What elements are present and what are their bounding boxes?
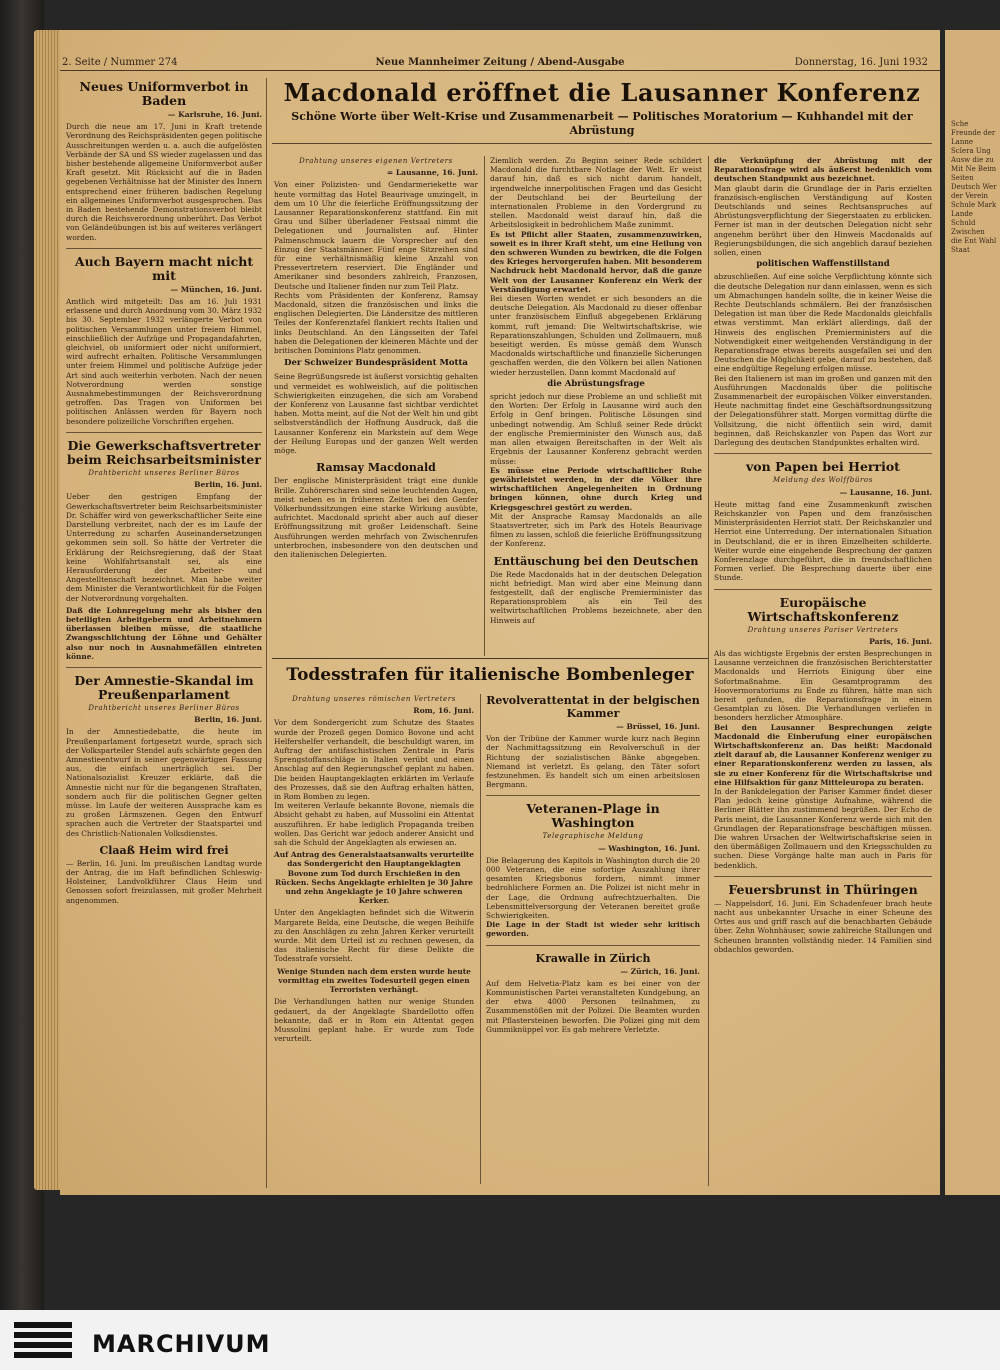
headline-uniformverbot: Neues Uniformverbot in Baden xyxy=(79,79,249,108)
divider xyxy=(486,795,700,796)
dateline: — Lausanne, 16. Juni. xyxy=(839,487,932,497)
divider xyxy=(486,945,700,946)
column-mid-1 xyxy=(274,694,474,1043)
column-right xyxy=(714,156,932,954)
dateline: Paris, 16. Juni. xyxy=(869,636,932,646)
newspaper-page xyxy=(60,30,940,1195)
headline-papen: von Papen bei Herriot xyxy=(746,459,900,475)
headline-todesstrafen: Todesstrafen für italienische Bombenleger xyxy=(286,665,694,685)
byline: Drahtung unseres eigenen Vertreters xyxy=(299,157,453,165)
column-rule xyxy=(480,694,481,1184)
article-text: Unter den Angeklagten befindet sich die Witwerin Margarete Belda, eine Deutsche, die wegen Beihilfe zu den Anschlägen zu zehn Jahren Kerker verurteilt wurde. Mit dem Urteil ist zu rechnen gewesen, da das italienische Recht für diese Delikte die Todesstrafe vorsieht. xyxy=(274,908,474,964)
lead-subheadline: Schöne Worte über Welt-Krise und Zusammenarbeit — Politisches Moratorium — Kuhhandel mit der Abrüstung xyxy=(291,110,913,137)
article-text: Seine Begrüßungsrede ist äußerst vorsichtig gehalten und vermeidet es wohlweislich, auf die politischen Schwierigkeiten einzugehen, die sich am Vorabend der Konferenz von Lausanne fast sichtbar verdichtet haben. Motta meint, auf die Not der Welt hin und gibt selbstverständlich der Hoffnung Ausdruck, daß die Lausanner Konferenz ein Markstein auf dem Wege der Heilung Europas und der ganzen Welt werden möge. xyxy=(274,372,478,456)
dateline: Berlin, 16. Juni. xyxy=(194,480,262,490)
article-text: Im weiteren Verlaufe bekannte Bovone, niemals die Absicht gehabt zu haben, auf Mussolini ein Attentat auszuführen. Er habe lediglich Propaganda treiben wollen. Das Gericht war jedoch anderer Ansicht und sah die Schuld der Angeklagten als erwiesen an. xyxy=(274,801,474,848)
column-lead-2 xyxy=(490,156,702,625)
article-text: Die Belagerung des Kapitols in Washington durch die 20 000 Veteranen, die eine sofortige Auszahlung ihrer gesamten Kriegsbonus fordern, nimmt immer bedrohlichere Formen an. Die Polizei ist nicht mehr in der Lage, die Ordnung aufrechtzuerhalten. Die Lebensmittelversorgung der Veteranen bereitet große Schwierigkeiten. xyxy=(486,855,700,921)
article-text: Bei den Italienern ist man im großen und ganzen mit den Ausführungen Macdonalds über die politische Zusammenarbeit der europäischen Völker einverstanden. Heute nachmittag findet eine Geschäftsordnungssitzung der Delegationsführer statt. Morgen vormittag dürfte die Vollsitzung, die nicht öffentlich sein wird, damit beginnen, daß Reichskanzler von Papen das Wort zur Darlegung des deutschen Standpunktes erhalten wird. xyxy=(714,373,932,448)
article-text: Von der Tribüne der Kammer wurde kurz nach Beginn der Nachmittagssitzung ein Revolverschuß in der Richtung der sozialistischen Bänke abgegeben. Niemand ist verletzt. Es gelang, den Täter sofort festzunehmen. Es handelt sich um einen arbeitslosen Bergmann. xyxy=(486,734,700,790)
dateline: — Brüssel, 16. Juni. xyxy=(616,722,700,731)
article-text: Auf dem Helvetia-Platz kam es bei einer von der Kommunistischen Partei veranstalteten Kundgebung, an der etwa 4000 Personen teilnahmen, zu Zusammenstößen mit der Polizei. Die Beamten wurden mit Pflastersteinen beworfen. Die Polizei ging mit dem Gummiknüppel vor. Es gab mehrere Verletzte. xyxy=(486,978,700,1034)
article-text: Amtlich wird mitgeteilt: Das am 16. Juli 1931 erlassene und durch Anordnung vom 30. März 1932 bis 30. September 1932 verlängerte Verbot von politischen Versammlungen unter freiem Himmel, einschließlich der Aufzüge und Propagandafahrten, gleichviel, ob uniformiert oder nicht uniformiert, wird aufrecht erhalten. Politische Versammlungen unter freiem Himmel und politische Aufzüge jeder Art sind auch weiterhin verboten. Nach der neuen Notverordnung werden sonstige Ausnahmebestimmungen der Reichsverordnung getroffen. Das Tragen von Uniformen bei politischen Anlässen werden für Bayern noch besondere polizeiliche Vorschriften ergehen. xyxy=(66,297,262,426)
masthead-page-number: 2. Seite / Nummer 274 xyxy=(62,57,178,68)
dateline: — Washington, 16. Juni. xyxy=(598,843,700,853)
dateline: = Lausanne, 16. Juni. xyxy=(386,168,478,178)
article-text: Ziemlich werden. Zu Beginn seiner Rede schildert Macdonald die furchtbare Notlage der Welt. Er weist darauf hin, daß es sich nicht darum handelt, irgendwelche innerpolitischen Fragen und das Gesicht der Deutschland bei der Beurteilung der internationalen Probleme in den Vordergrund zu stellen. Macdonald weist darauf hin, daß die Arbeitslosigkeit in bedrohlichem Maße zunimmt. xyxy=(490,156,702,230)
headline-gewerkschaft: Die Gewerkschaftsvertreter beim Reichsarbeitsminister xyxy=(67,437,261,467)
subhead-enttaeuschung: Enttäuschung bei den Deutschen xyxy=(493,554,699,568)
article-text: Der englische Ministerpräsident trägt eine dunkle Brille. Zuhörerscharen sind seine leuchtenden Augen, meist neben es in früheren Zeiten bei den Genfer Völkerbundssitzungen eine starke Wirkung ausübte, aufrichtet. Macdonald spricht aber auch auf dieser Eröffnungssitzung mit großer Leidenschaft. Seine Ausführungen werden mehrfach von Zwischenrufen unterbrochen, insbesondere von den deutschen und den italienischen Delegierten. xyxy=(274,476,478,559)
headline-heim: Claaß Heim wird frei xyxy=(99,843,229,857)
lead-headline: Macdonald eröffnet die Lausanner Konferenz xyxy=(283,78,921,107)
next-page-text: Sche Freunde der Lanne Sclera Ung Ausw die zu Mit Ne Beim Seiten Deutsch Wer der Verein Schule Mark Lande Schuld Zwischen die Ent Wahl Staat xyxy=(951,120,997,254)
article-text: Durch die neue am 17. Juni in Kraft tretende Verordnung des Reichspräsidenten gegen politische Ausschreitungen werden u. a. auch die aufgelösten Verbände der SA und SS wieder zugelassen und das bisher bestehende allgemeine Uniformverbot außer Kraft gesetzt. Mit Rücksicht auf die in Baden gegebenen Verhältnisse hat der Minister des Innern entsprechend einer früheren badischen Regelung ein allgemeines Uniformverbot ausgesprochen. Das in Baden bestehende Demonstrationsverbot bleibt durch die Reichsverordnung unberührt. Das Verbot von Geländeübungen ist bis auf weiteres verlängert worden. xyxy=(66,122,262,242)
article-text: — Berlin, 16. Juni. Im preußischen Landtag wurde der Antrag, die im Haft befindlichen Schleswig-Holsteiner, Landvolkführer Claus Heim und Genossen sofort freizulassen, mit großer Mehrheit angenommen. xyxy=(66,858,262,905)
column-lead-1 xyxy=(274,156,478,559)
article-text-bold: Bei den Lausanner Besprechungen zeigte Macdonald die Einberufung einer europäischen Wirtschaftskonferenz an. Das heißt: Macdonald zielt darauf ab, die Lausanner Konferenz weniger zu einer Reparationskonferenz werden zu lassen, als sie zu einer Konferenz für die Wirtschaftskrise und eine Hilfsaktion für ganz Mitteleuropa zu beraten. xyxy=(714,722,932,787)
subhead-schweiz: Der Schweizer Bundespräsident Motta xyxy=(284,358,468,369)
article-text-bold: die Verknüpfung der Abrüstung mit der Reparationsfrage wird als äußerst bedenklich vom deutschen Standpunkt aus bezeichnet. xyxy=(714,156,932,184)
byline: Drahtung unseres römischen Vertreters xyxy=(292,695,456,703)
divider xyxy=(272,143,932,144)
article-text-bold: Daß die Lohnregelung mehr als bisher den beteiligten Arbeitgebern und Arbeitnehmern überlassen bleiben müsse, die staatliche Zwangsschlichtung der Löhne und Gehälter also nur noch in Ausnahmefällen eintreten könne. xyxy=(66,605,262,661)
divider xyxy=(66,432,262,433)
dateline: Berlin, 16. Juni. xyxy=(194,715,262,725)
masthead-title: Neue Mannheimer Zeitung / Abend-Ausgabe xyxy=(375,57,625,68)
column-mid-2 xyxy=(486,694,700,1034)
article-text: Bei diesen Worten wendet er sich besonders an die deutsche Delegation. Als Macdonald zu dieser offenbar unter französischem Einfluß abgegebenen Erklärung kommt, ruft jemand: Die Weltwirtschaftskrise, wie Reparationszahlungen, Schulden und Zollmauern, muß beseitigt werden. Es müsse gemäß dem Wunsch Macdonalds wirtschaftliche und finanzielle Sicherungen geschaffen werden, die den Völkern bei allen Nationen wieder herzustellen. Dann kommt Macdonald auf xyxy=(490,294,702,377)
headline-feuersbrunst: Feuersbrunst in Thüringen xyxy=(728,881,918,897)
byline: Drahtung unseres Pariser Vertreters xyxy=(747,625,899,634)
article-text: spricht jedoch nur diese Probleme an und schließt mit den Worten: Der Erfolg in Lausanne wird auch den Erfolg in Genf bringen. Politische Lösungen sind unbedingt notwendig. Am Schluß seiner Rede drückt der englische Premierminister den Wunsch aus, daß man allen etwaigen Bereitschaften in der Welt als Ergebnis der Lausanner Konferenz gebracht werden müsse: xyxy=(490,392,702,466)
article-text: Ueber den gestrigen Empfang der Gewerkschaftsvertreter beim Reichsarbeitsminister Dr. Schäffer wird von gewerkschaftlicher Seite eine Darstellung verbreitet, nach der es im Laufe der Unterredung zu scharfen Auseinandersetzungen gekommen sein soll. So hätte der Vertreter die Erklärung der Reichsregierung, daß der Staat keine Wohlfahrtsanstalt sei, als eine Herausforderung der Arbeiter- und Angestelltenschaft bezeichnet. Man habe weiter dem Minister die Verantwortlichkeit für die Folgen der Notverordnung vorgehalten. xyxy=(66,492,262,603)
article-text-bold: Die Lage in der Stadt ist wieder sehr kritisch geworden. xyxy=(486,920,700,939)
article-text: — Nappelsdorf, 16. Juni. Ein Schadenfeuer brach heute nacht aus unbekannter Ursache in einer Scheune des Ortes aus und griff rasch auf die benachbarten Gebäude über. Zehn Wohnhäuser, sowie zahlreiche Stallungen und Scheunen brannten vollständig nieder. 14 Familien sind obdachlos geworden. xyxy=(714,898,932,954)
divider xyxy=(714,453,932,454)
article-text: Die Rede Macdonalds hat in der deutschen Delegation nicht befriedigt. Man wird aber eine Meinung dann festgestellt, daß der englische Premierminister das Reparationsproblem als ein Teil des weltwirtschaftlichen Problems bezeichnete, aber den Hinweis auf xyxy=(490,569,702,625)
article-text-bold: Es müsse eine Periode wirtschaftlicher Ruhe gewährleistet werden, in der die Völker ihre wirtschaftlichen Angelegenheiten in Ordnung bringen können, ohne durch Krieg und Kriegsgeschrei gestört zu werden. xyxy=(490,465,702,512)
subhead-abruestung: die Abrüstungsfrage xyxy=(547,378,645,389)
column-rule xyxy=(484,156,485,656)
article-text: abzuschließen. Auf eine solche Verpflichtung könnte sich die deutsche Delegation nur dann einlassen, wenn es sich um Abmachungen handeln sollte, die in keiner Weise die Rechte Deutschlands schmälern. Bei der französischen Delegation ist man über die Rede Macdonalds gleichfalls etwas verstimmt. Man erklärt allerdings, daß der Hinweis des englischen Premierministers auf die Notwendigkeit einer weitgehenden Verständigung in der Reparationsfrage etwas bereits ausgefallen sei und den Deutschen die Möglichkeit gebe, darauf zu bestehen, daß eine endgültige Regelung erfolgen müsse. xyxy=(714,272,932,374)
divider xyxy=(714,589,932,590)
byline: Drahtbericht unseres Berliner Büros xyxy=(88,468,240,477)
headline-krawalle: Krawalle in Zürich xyxy=(535,951,651,965)
dateline: Rom, 16. Juni. xyxy=(413,706,474,716)
article-text-bold: Wenige Stunden nach dem ersten wurde heute vormittag ein zweites Todesurteil gegen einen Terroristen verhängt. xyxy=(277,966,471,995)
headline-veteranen: Veteranen-Plage in Washington xyxy=(526,801,660,831)
byline: Telegraphische Meldung xyxy=(542,832,644,841)
article-text: Rechts vom Präsidenten der Konferenz, Ramsay Macdonald, sitzen die französischen und links die englischen Delegierten. Die Ländersitze des mittleren Teiles der Konferenztafel flankiert rechts Italien und links Deutschland. An den Längsseiten der Tafel haben die Delegationen der kleineren Mächte und der britischen Dominions Platz genommen. xyxy=(274,290,478,356)
article-text: Mit der Ansprache Ramsay Macdonalds an alle Staatsvertreter, sich im Park des Hotels Beaurivage filmen zu lassen, schloß die feierliche Eröffnungssitzung der Konferenz. xyxy=(490,511,703,549)
article-text-bold: Auf Antrag des Generalstaatsanwalts verurteilte das Sondergericht den Hauptangeklagten Bovone zum Tod durch Erschießen in den Rücken. Sechs Angeklagte erhielten je 30 Jahre und zehn Angeklagte je 10 Jahre schweren Kerker. xyxy=(274,850,474,906)
article-text: Man glaubt darin die Grundlage der in Paris erzielten französisch-englischen Verständigung auf Kosten Deutschlands und seines Rechtsanspruches auf Abrüstungsverpflichtung der Siegerstaaten zu erblicken. Ferner ist man in der deutschen Delegation nicht sehr angenehm berührt über den Hinweis Macdonalds auf Regierungsbildungen, die sich angeblich darauf beziehen sollen, einen xyxy=(714,183,932,258)
article-text: Vor dem Sondergericht zum Schutze des Staates wurde der Prozeß gegen Domico Bovone und acht Helfershelfer verhandelt, die beschuldigt waren, im Auftrag der antifaschistischen Zentrale in Paris Sprengstoffanschläge in Italien verübt und einen Anschlag auf den Regierungschef geplant zu haben. Die beiden Hauptangeklagten erklärten im Verlaufe des Prozesses, daß sie den Auftrag erhalten hätten, in Rom Bomben zu legen. xyxy=(274,718,474,802)
next-page-partial xyxy=(945,30,1000,1195)
column-rule xyxy=(708,156,709,1186)
divider xyxy=(714,876,932,877)
marchivum-logo-text: MARCHIVUM xyxy=(92,1330,271,1358)
subhead-waffenstillstand: politischen Waffenstillstand xyxy=(756,259,890,270)
divider xyxy=(66,248,262,249)
dateline: — München, 16. Juni. xyxy=(170,284,262,294)
masthead-date: Donnerstag, 16. Juni 1932 xyxy=(794,57,928,68)
article-text-bold: Es ist Pflicht aller Staaten, zusammenzuwirken, soweit es in ihrer Kraft steht, um eine Heilung von den schweren Wunden zu bewirken, die die Folgen des Krieges hervorgerufen haben. Mit besonderem Nachdruck hebt Macdonald hervor, daß die ganze Welt von der Lausanner Konferenz ein Werk der Verständigung erwartet. xyxy=(490,229,702,294)
byline: Drahtbericht unseres Berliner Büros xyxy=(88,703,240,712)
article-text: Die Verhandlungen hatten nur wenige Stunden gedauert, da der Angeklagte Sbardellotto offen bekannte, daß er in Rom ein Attentat gegen Mussolini geplant habe. Er wurde zum Tode verurteilt. xyxy=(274,997,474,1044)
lead-headline-block xyxy=(272,78,932,144)
divider xyxy=(272,658,708,659)
headline-bayern: Auch Bayern macht nicht mit xyxy=(74,253,254,283)
subhead-ramsay: Ramsay Macdonald xyxy=(316,461,436,475)
headline-wirtschaftskonferenz: Europäische Wirtschaftskonferenz xyxy=(747,594,899,624)
marchivum-logo-icon xyxy=(14,1322,72,1362)
article-text: Heute mittag fand eine Zusammenkunft zwischen Reichskanzler von Papen und dem französischen Ministerpräsidenten Herriot statt. Der Reichskanzler und Herriot eine Unterredung. Der internationalen Situation in Deutschland, die er in ihren Einzelheiten schilderte. Weiter wurde eine eingehende Besprechung der ganzen Konferenzlage durchgeführt, die in freundschaftlichen Formen verlief. Die Besprechung dauerte über eine Stunde. xyxy=(714,499,932,583)
article-text: Als das wichtigste Ergebnis der ersten Besprechungen in Lausanne verzeichnen die französischen Berichterstatter Macdonalds und Herriots Einigung über eine Sofortmaßnahme. Ein Gesamtprogramm des Hoovermoratoriums zu Ende zu führen, hätte man sich bereit gefunden, die Reparationsfrage in einem Gesamtplan zu lösen. Die Verhandlungen verliefen in besonders herzlicher Atmosphäre. xyxy=(714,648,932,723)
column-rule xyxy=(266,78,267,1188)
article-text: In der Bankdelegation der Pariser Kammer findet dieser Plan jedoch keine günstige Aufnahme, während die Berliner Blätter ihn zustimmend begrüßen. Der Echo de Paris meint, die Lausanner Konferenz werde sich mit den Grundlagen der Reparationsfrage beschäftigen müssen. Die wahren Ursachen der Weltwirtschaftskrise seien in den übermäßigen Zollmauern und den Kriegsschulden zu suchen. Diese Vorgänge halte man auch in Paris für bedenklich. xyxy=(714,786,932,870)
footer-bar xyxy=(0,1310,1000,1370)
dateline: — Zürich, 16. Juni. xyxy=(620,966,700,976)
headline-amnestie: Der Amnestie-Skandal im Preußenparlament xyxy=(74,672,254,702)
headline-revolverattentat: Revolverattentat in der belgischen Kammer xyxy=(486,694,700,720)
divider xyxy=(66,667,262,668)
article-text: In der Amnestiedebatte, die heute im Preußenparlament fortgesetzt wurde, sprach sich der Volksparteiler Stendel aufs schärfste gegen den Amnestieentwurf in seiner gegenwärtigen Fassung aus, die einfach unerträglich sei. Der Nationalsozialist Kreuzer erklärte, daß die Amnestie nicht nur für die begangenen Straftaten, sondern auch für die politischen Gegner gelten müsse. Im Laufe der weiteren Aussprache kam es zu großen Lärmszenen. Gegen den Entwurf sprachen auch die Vertreter der Staatspartei und des Christlich-Nationalen Volksdienstes. xyxy=(66,727,262,838)
dateline: — Karlsruhe, 16. Juni. xyxy=(167,110,262,119)
masthead-rule xyxy=(60,70,940,71)
byline: Meldung des Wolffbüros xyxy=(773,476,873,485)
column-left xyxy=(66,78,262,905)
article-text: Von einer Polizisten- und Gendarmeriekette war heute vormittag das Hotel Beaurivage umzingelt, in dem um 10 Uhr die feierliche Eröffnungssitzung der Lausanner Reparationskonferenz stattfand. Ein mit Grau und Silber überladener Festsaal nimmt die Delegationen und Journalisten auf. Hinter Palmenschmuck lauern die Vorsprecher auf den Einzug der Staatsmänner. Fünf enge Sitzreihen sind für eine verhältnismäßig kleine Anzahl von Pressevertretern reserviert. Die Engländer und Amerikaner sind besonders zahlreich, Franzosen, Deutsche und Italiener finden nur zum Teil Platz. xyxy=(274,180,478,291)
